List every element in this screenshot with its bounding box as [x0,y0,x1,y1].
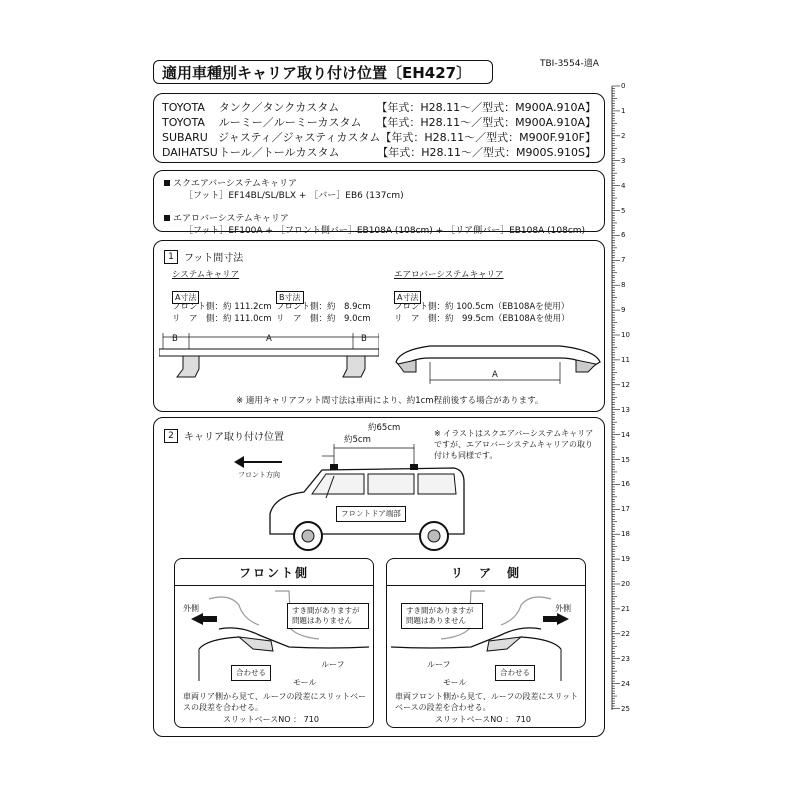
vehicle-table [153,93,605,163]
front-door-callout: フロントドア端部 [336,506,406,522]
square-carrier-parts: ［フット］EF14BL/SL/BLX + ［バー］EB6 (137cm) [184,191,404,201]
ruler-label: 23 [621,654,630,663]
vehicle-maker: DAIHATSU [162,146,218,159]
aero-rear-value: リ ア 側：約 99.5cm（EB108Aを使用） [394,314,570,324]
ruler-label: 21 [621,604,630,613]
page-title: 適用車種別キャリア取り付け位置〔EH427〕 [153,60,493,84]
ruler-label: 16 [621,480,630,489]
front-direction-label: フロント方向 [238,471,280,479]
a-dimension-tag: A寸法 [172,285,199,304]
align-callout: 合わせる [495,665,535,681]
ruler-label: 15 [621,455,630,464]
aero-carrier-title: エアロバーシステムキャリア [173,214,289,224]
ruler-label: 2 [621,131,626,140]
rear-side-title: リ ア 側 [387,559,585,586]
b-front-value: フロント側：約 8.9cm [276,302,371,312]
mold-label: モール [293,678,317,687]
ruler-label: 13 [621,405,630,414]
left-foot [177,356,199,377]
a-front-value: フロント側：約 111.2cm [172,302,272,312]
front-foot-marker [330,464,338,470]
aero-carrier-heading [164,211,594,224]
ruler-label: 22 [621,629,630,638]
ruler-label: 12 [621,380,630,389]
vehicle-spec: 【年式：H28.11～／型式：M900F.910F】 [380,131,596,144]
rear-side-panel [386,558,586,728]
ruler-label: 8 [621,281,626,290]
outside-label: 外側 [183,604,199,613]
vehicle-model: ルーミー／ルーミーカスタム [218,116,362,129]
front-slit-base-number: スリットベースNO ： 710 [223,715,319,724]
section-number: 1 [164,250,178,264]
front-side-description: 車両リア側から見て、ルーフの段差にスリットベースの段差を合わせる。 [183,692,367,712]
outside-arrow-icon [191,613,203,625]
vehicle-spec: 【年式：H28.11～／型式：M900A.910A】 [376,101,596,114]
document-code: TBI-3554-適A [540,59,599,69]
foot-note: ※ 適用キャリアフット間寸法は車両により、約1cm程前後する場合があります。 [236,396,544,406]
vehicle-maker: TOYOTA [162,116,205,129]
ruler-label: 0 [621,82,626,90]
ruler-label: 18 [621,530,630,539]
carrier-bar [159,349,379,356]
ruler-label: 6 [621,231,626,240]
aero-carrier-parts: ［フット］EF100A + ［フロント側バー］EB108A (108cm) + ［リア側バー］EB108A (108cm) [184,226,586,236]
ruler-label: 10 [621,331,630,339]
carrier-list [153,170,605,236]
aero-carrier-label: エアロバーシステムキャリア [394,270,504,280]
vehicle-spec: 【年式：H28.11～／型式：M900S.910S】 [377,146,596,159]
car-illustration [264,426,474,556]
roof-label: ルーフ [321,660,345,669]
system-carrier-label: システムキャリア [172,270,240,280]
bullet-square-icon [164,180,170,186]
ruler-label: 7 [621,256,626,265]
dim-b-left-label: B [172,334,178,344]
ruler-label: 14 [621,430,630,439]
vehicle-model: トール／トールカスタム [218,146,340,159]
vehicle-model: ジャスティ／ジャスティカスタム [218,131,381,144]
front-side-title: フロント側 [175,559,373,586]
outside-arrow-icon [557,613,569,625]
aero-carrier-illustration [390,336,605,391]
ruler-label: 11 [621,355,630,364]
vehicle-row [162,100,596,115]
rear-side-description: 車両フロント側から見て、ルーフの段差にスリットベースの段差を合わせる。 [395,692,579,712]
vehicle-maker: TOYOTA [162,101,205,114]
ruler-label: 9 [621,306,626,315]
aero-a-dimension-tag: A寸法 [394,285,421,304]
bullet-square-icon [164,215,170,221]
ruler-label: 24 [621,679,630,688]
dim-a-label: A [266,334,272,344]
ruler-label: 19 [621,555,630,564]
distance-65-label: 約65cm [368,423,401,433]
vehicle-row [162,115,596,130]
ruler-label: 25 [621,704,630,713]
ruler-label: 3 [621,156,626,165]
rear-foot-marker [410,464,418,470]
ruler-labels [610,82,630,712]
b-dimension-tag: B寸法 [276,285,304,304]
aero-bar [396,346,600,368]
rear-slit-base-number: スリットベースNO ： 710 [435,715,531,724]
a-rear-value: リ ア 側：約 111.0cm [172,314,272,324]
placement-section [153,417,605,737]
vehicle-maker: SUBARU [162,131,208,144]
rear-window [368,474,414,494]
foot-dimension-section [153,240,605,412]
aero-dim-a-label: A [492,370,498,380]
square-carrier-heading [164,176,594,189]
distance-5-label: 約5cm [344,435,371,445]
mold-label: モール [443,678,467,687]
section-heading [164,249,243,264]
gap-note-callout: すき間がありますが問題はありません [287,603,369,629]
ruler-label: 5 [621,206,626,215]
vehicle-row [162,130,596,145]
ruler-label: 20 [621,580,630,588]
section-title: フット間寸法 [184,253,244,264]
front-side-panel [174,558,374,728]
right-foot [343,356,365,377]
ruler-label: 17 [621,505,630,514]
vehicle-spec: 【年式：H28.11～／型式：M900A.910A】 [376,116,596,129]
illustration-note: ※ イラストはスクエアバーシステムキャリアですが、エアロバーシステムキャリアの取り付けも同様です。 [434,429,594,460]
roof-label: ルーフ [427,660,451,669]
b-rear-value: リ ア 側：約 9.0cm [276,314,371,324]
ruler-label: 4 [621,181,626,190]
dim-b-right-label: B [361,334,367,344]
align-callout: 合わせる [231,665,271,681]
vehicle-model: タンク／タンクカスタム [218,101,340,114]
outside-label: 外側 [555,604,571,613]
ruler-label: 1 [621,106,626,115]
vehicle-row [162,145,596,160]
square-carrier-title: スクエアバーシステムキャリア [173,179,298,189]
gap-note-callout: すき間がありますが問題はありません [401,603,483,629]
section-number: 2 [164,429,178,443]
quarter-window [418,474,456,494]
section-title: キャリア取り付け位置 [184,432,284,443]
aero-front-value: フロント側：約 100.5cm（EB108Aを使用） [394,302,570,312]
